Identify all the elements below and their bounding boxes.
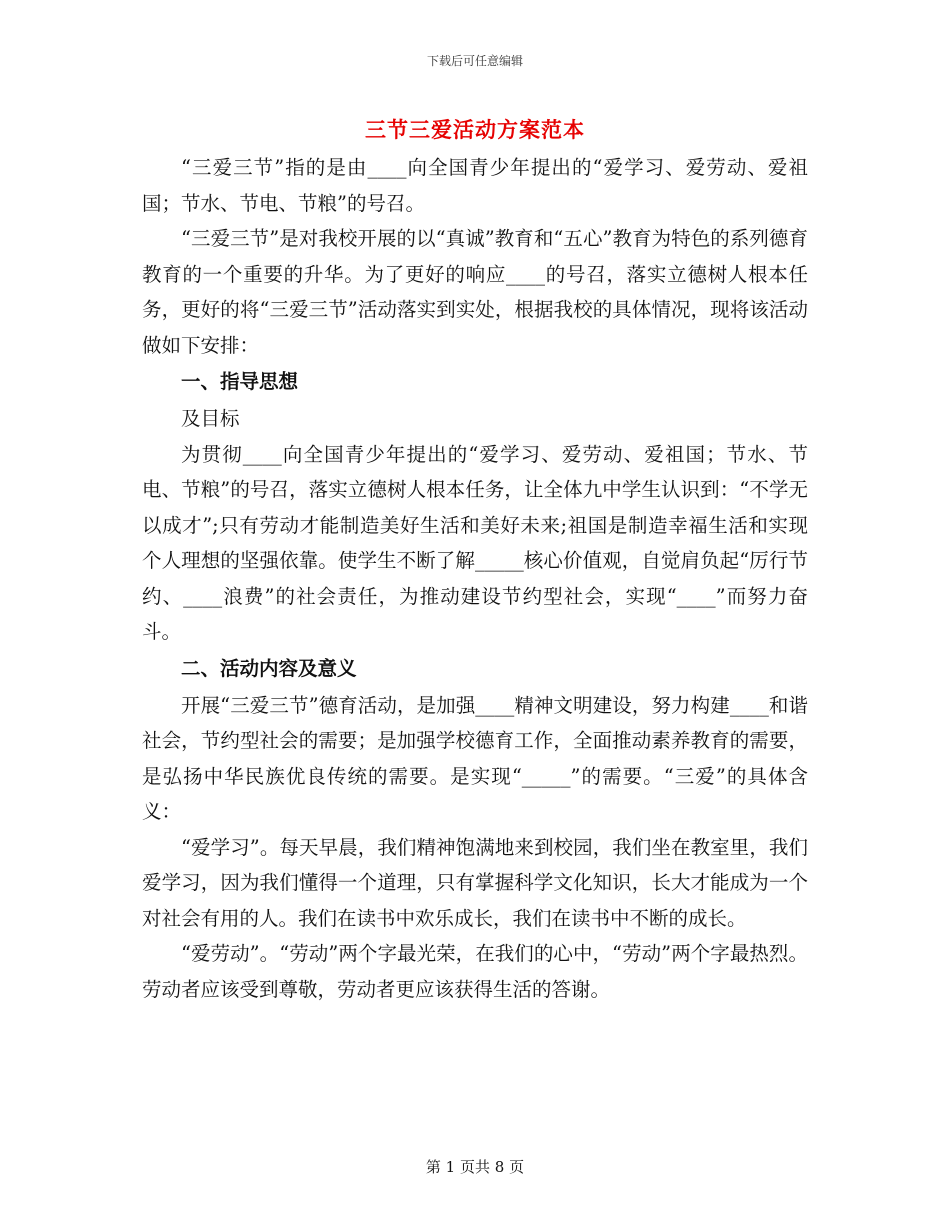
paragraph-significance: 开展“三爱三节”德育活动，是加强____精神文明建设，努力构建____和谐社会，节约型社会的需要；是加强学校德育工作，全面推动素养教育的需要，是弘扬中华民族优良传统的需要。是实现“_____”的需要。“三爱”的具体含义： [142,693,808,823]
section-heading-activity-content: 二、活动内容及意义 [181,656,357,680]
section-heading-guiding-ideology: 一、指导思想 [181,370,299,393]
paragraph-goals: 为贯彻____向全国青少年提出的“爱学习、爱劳动、爱祖国；节水、节电、节粮”的号召，落实立德树人根本任务，让全体九中学生认识到：“不学无以成才”;只有劳动才能制造美好生活和美好未来;祖国是制造幸福生活和实现个人理想的坚强依靠。使学生不断了解_____核心价值观，自觉肩负起“厉行节约、____浪费”的社会责任，为推动建设节约型社会，实现“____”而努力奋斗。 [142,442,808,643]
document-body [142,150,808,1007]
paragraph-intro: “三爱三节”指的是由____向全国青少年提出的“爱学习、爱劳动、爱祖国；节水、节电、节粮”的号召。 [142,156,808,215]
header-note: 下载后可任意编辑 [426,54,523,68]
paragraph-goals-label: 及目标 [181,407,240,430]
paragraph-love-learning: “爱学习”。每天早晨，我们精神饱满地来到校园，我们坐在教室里，我们爱学习，因为我们懂得一个道理，只有掌握科学文化知识，长大才能成为一个对社会有用的人。我们在读书中欢乐成长，我们在读书中不断的成长。 [142,835,808,930]
paragraph-background: “三爱三节”是对我校开展的以“真诚”教育和“五心”教育为特色的系列德育教育的一个重要的升华。为了更好的响应____的号召，落实立德树人根本任务，更好的将“三爱三节”活动落实到实处，根据我校的具体情况，现将该活动做如下安排： [142,227,808,357]
paragraph-love-labor: “爱劳动”。“劳动”两个字最光荣，在我们的心中，“劳动”两个字最热烈。劳动者应该受到尊敬，劳动者更应该获得生活的答谢。 [142,942,808,1001]
document-title: 三节三爱活动方案范本 [365,117,585,142]
page-indicator: 第 1 页共 8 页 [425,1158,525,1176]
